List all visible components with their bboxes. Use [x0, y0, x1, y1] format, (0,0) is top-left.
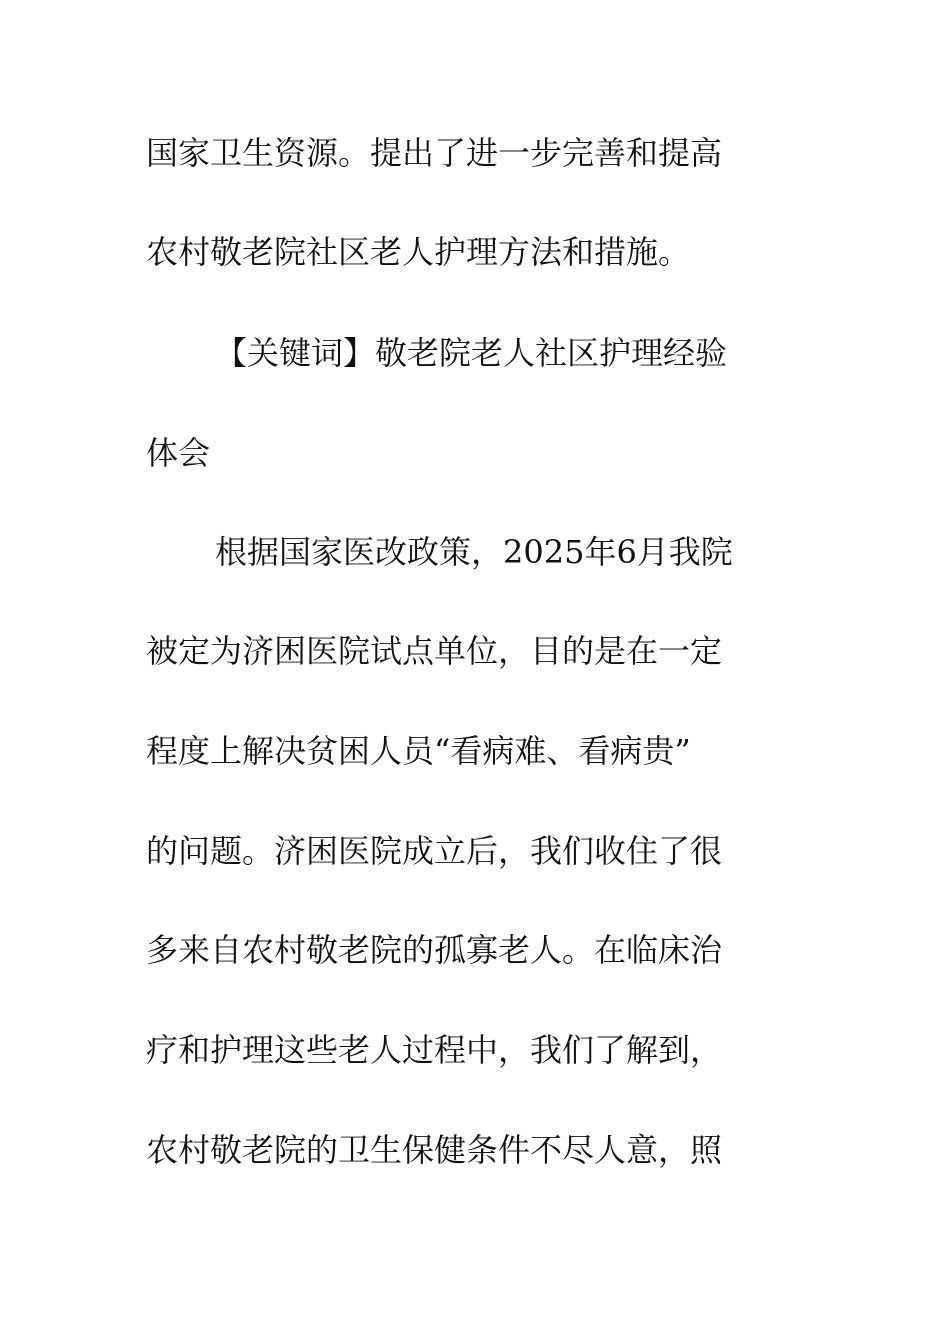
text-line: 疗和护理这些老人过程中，我们了解到，	[146, 1031, 723, 1069]
text-line: 农村敬老院的卫生保健条件不尽人意，照	[146, 1131, 723, 1169]
text-line: 体会	[146, 434, 211, 472]
paragraph-start-line: 根据国家医改政策，2025年6月我院	[215, 533, 733, 571]
text-line: 程度上解决贫困人员“看病难、看病贵”	[146, 732, 691, 770]
text-line: 农村敬老院社区老人护理方法和措施。	[146, 233, 691, 271]
text-line: 被定为济困医院试点单位，目的是在一定	[146, 632, 723, 670]
text-line: 国家卫生资源。提出了进一步完善和提高	[146, 134, 723, 172]
text-line: 多来自农村敬老院的孤寡老人。在临床治	[146, 931, 723, 969]
keywords-line: 【关键词】敬老院老人社区护理经验	[215, 334, 728, 372]
text-line: 的问题。济困医院成立后，我们收住了很	[146, 832, 723, 870]
